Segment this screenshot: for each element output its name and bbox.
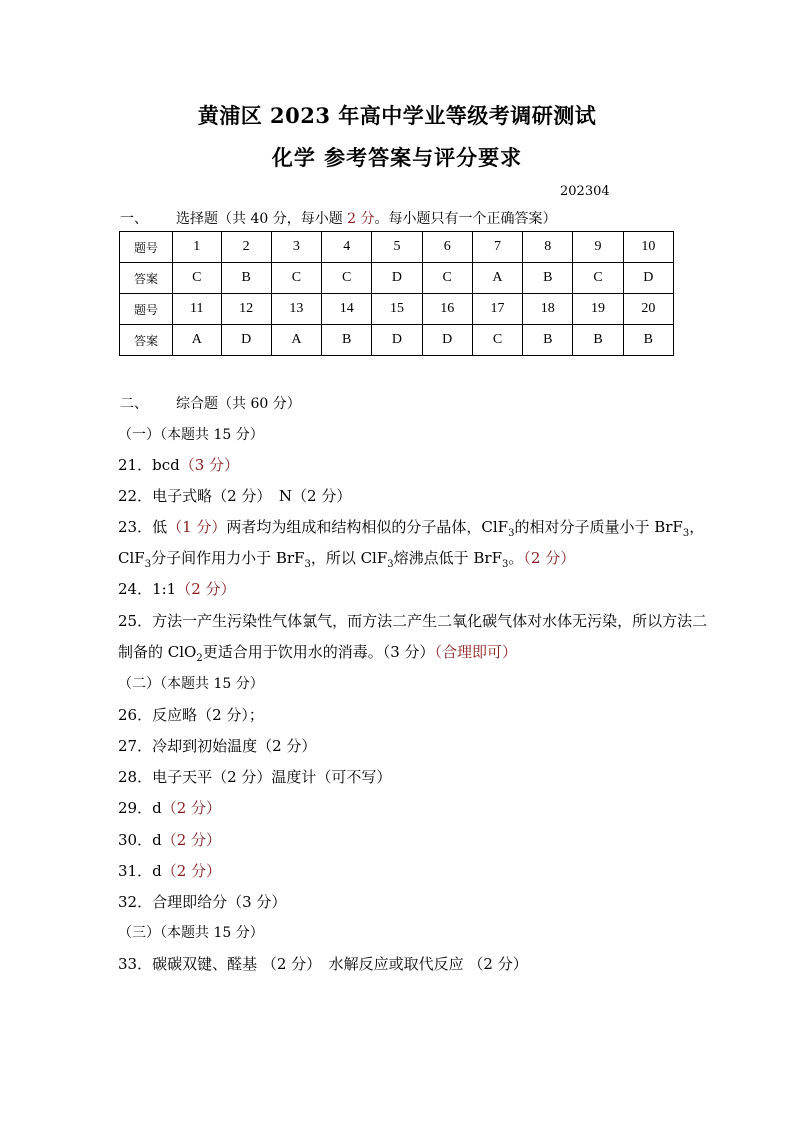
answer-23-text: ClF: [118, 549, 145, 567]
answer-29-text: 29．d: [118, 799, 162, 817]
answer-cell: C: [173, 263, 222, 294]
table-row: [120, 232, 674, 263]
question-number-cell: 13: [271, 294, 321, 325]
subscript: 3: [502, 559, 509, 570]
question-number-cell: 8: [523, 232, 573, 263]
answer-cell: A: [173, 325, 222, 356]
answer-23-text: 分子间作用力小于 BrF: [151, 549, 305, 567]
answer-24-score: （2 分）: [176, 580, 236, 598]
answer-cell: D: [221, 325, 271, 356]
question-number-cell: 2: [221, 232, 271, 263]
question-number-cell: 9: [573, 232, 623, 263]
page-subtitle: 化学 参考答案与评分要求: [271, 145, 523, 170]
question-number-cell: 19: [573, 294, 623, 325]
subscript: 3: [508, 528, 515, 539]
question-number-cell: 3: [271, 232, 321, 263]
table-row: [120, 263, 674, 294]
question-number-cell: 18: [523, 294, 573, 325]
part-2-heading: （二）（本题共 15 分）: [118, 676, 264, 692]
part-3-heading: （三）（本题共 15 分）: [118, 925, 264, 941]
section-2-label: 综合题（共 60 分）: [176, 396, 301, 412]
subscript: 3: [387, 559, 394, 570]
section-2-heading: [120, 393, 301, 413]
question-number-cell: 10: [623, 232, 673, 263]
answer-29: [118, 797, 221, 818]
question-number-cell: 20: [623, 294, 673, 325]
answer-30-score: （2 分）: [161, 831, 222, 849]
table-row: [120, 325, 674, 356]
answer-cell: B: [623, 325, 673, 356]
answer-cell: D: [372, 325, 422, 356]
question-number-cell: 15: [372, 294, 422, 325]
section-1-label-end: 。每小题只有一个正确答案）: [374, 211, 557, 227]
document-code: 202304: [560, 184, 610, 199]
table-row: [120, 294, 674, 325]
answer-23-line2: [118, 547, 575, 570]
question-number-cell: 7: [472, 232, 522, 263]
answer-23-text: 的相对分子质量小于 BrF: [514, 518, 683, 536]
answer-table: [119, 231, 674, 356]
answer-23-text: 。: [508, 549, 524, 567]
page-title: 黄浦区 2023 年高中学业等级考调研测试: [197, 103, 597, 128]
answer-23-text: 两者均为组成和结构相似的分子晶体，ClF: [226, 518, 509, 536]
answer-31-score: （2 分）: [161, 862, 222, 880]
question-number-cell: 5: [372, 232, 422, 263]
answer-23-text: ，所以 ClF: [310, 549, 388, 567]
answer-cell: A: [271, 325, 321, 356]
answer-32: 32．合理即给分（3 分）: [118, 893, 287, 911]
answer-31: [118, 860, 221, 881]
subscript: 3: [682, 528, 690, 539]
section-1-label: 选择题（共 40 分，每小题: [176, 211, 348, 227]
answer-31-text: 31．d: [118, 862, 162, 880]
question-number-cell: 6: [422, 232, 472, 263]
question-number-cell: 12: [221, 294, 271, 325]
answer-cell: B: [523, 263, 573, 294]
answer-cell: B: [573, 325, 623, 356]
answer-22: 22．电子式略（2 分） N（2 分）: [118, 487, 352, 505]
answer-cell: C: [573, 263, 623, 294]
answer-23-score: （2 分）: [523, 549, 576, 567]
answer-23-text: 23．低: [118, 518, 168, 536]
section-1-number: 一、: [120, 211, 148, 227]
answer-23-score: （1 分）: [167, 518, 227, 536]
answer-23-text: 熔沸点低于 BrF: [393, 549, 503, 567]
answer-cell: C: [271, 263, 321, 294]
answer-cell: B: [221, 263, 271, 294]
answer-cell: D: [623, 263, 673, 294]
part-1-heading: （一）（本题共 15 分）: [118, 427, 264, 443]
answer-33: 33．碳碳双键、醛基 （2 分） 水解反应或取代反应 （2 分）: [118, 955, 528, 973]
answer-cell: A: [472, 263, 522, 294]
answer-cell: B: [322, 325, 372, 356]
section-1-heading: [120, 208, 557, 228]
answer-cell: B: [523, 325, 573, 356]
section-1-points: 2 分: [347, 211, 375, 227]
answer-21-score: （3 分）: [179, 456, 240, 474]
header-cell-question: 题号: [120, 294, 173, 325]
answer-30: [118, 829, 221, 850]
question-number-cell: 16: [422, 294, 472, 325]
answer-21: [118, 454, 239, 475]
answer-25-text: 更适合用于饮用水的消毒。: [202, 643, 383, 661]
answer-24: [118, 578, 236, 599]
answer-25-score: （3 分）: [382, 643, 435, 661]
question-number-cell: 1: [173, 232, 222, 263]
question-number-cell: 11: [173, 294, 222, 325]
answer-cell: C: [422, 263, 472, 294]
answer-cell: C: [322, 263, 372, 294]
answer-cell: C: [472, 325, 522, 356]
subscript: 2: [196, 653, 203, 664]
answer-27: 27．冷却到初始温度（2 分）: [118, 737, 317, 755]
answer-25-line2: [118, 641, 517, 664]
question-number-cell: 17: [472, 294, 522, 325]
header-cell-question: 题号: [120, 232, 173, 263]
answer-cell: D: [422, 325, 472, 356]
question-number-cell: 14: [322, 294, 372, 325]
answer-28: 28．电子天平（2 分）温度计（可不写）: [118, 768, 392, 786]
answer-29-score: （2 分）: [161, 799, 222, 817]
answer-cell: D: [372, 263, 422, 294]
section-2-number: 二、: [120, 396, 148, 412]
answer-25-text: 制备的 ClO: [118, 643, 197, 661]
answer-25-note: （合理即可）: [434, 643, 518, 661]
answer-25-line1: 25．方法一产生污染性气体氯气，而方法二产生二氧化碳气体对水体无污染，所以方法二: [118, 612, 708, 630]
answer-26: 26．反应略（2 分）；: [118, 706, 264, 724]
header-cell-answer: 答案: [120, 325, 173, 356]
answer-21-text: 21．bcd: [118, 456, 180, 474]
answer-23-text: ，: [689, 518, 705, 536]
answer-23-line1: [118, 516, 704, 539]
answer-24-text: 24．1:1: [118, 580, 177, 598]
subscript: 3: [144, 559, 152, 570]
answer-30-text: 30．d: [118, 831, 162, 849]
header-cell-answer: 答案: [120, 263, 173, 294]
subscript: 3: [304, 559, 311, 570]
question-number-cell: 4: [322, 232, 372, 263]
